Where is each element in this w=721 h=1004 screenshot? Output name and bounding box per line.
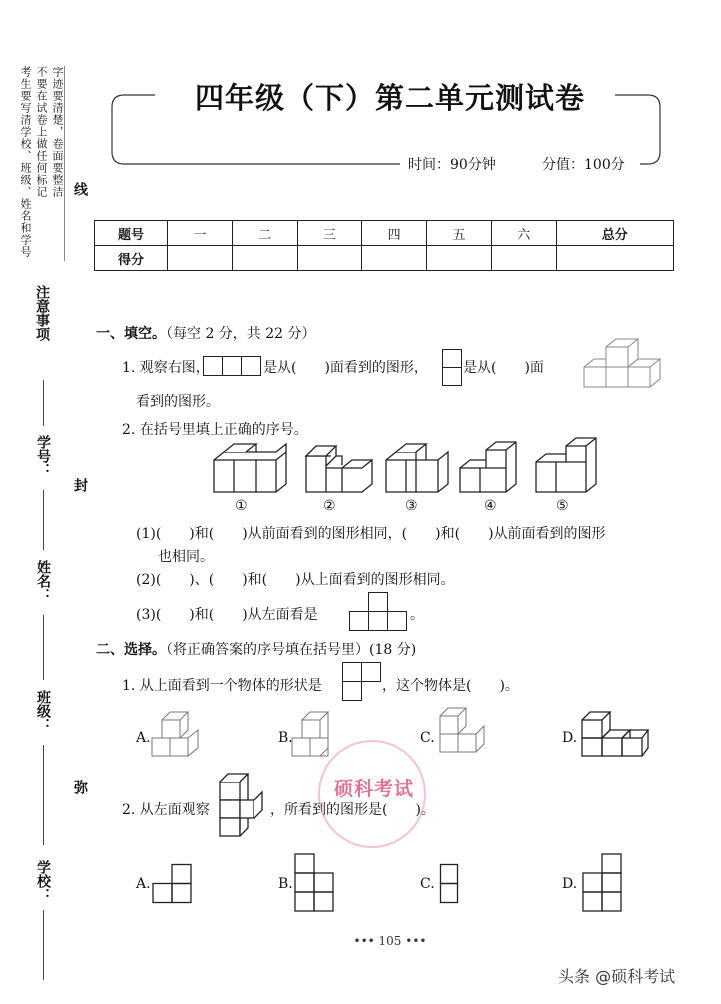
score-header-cell: 四 <box>362 221 427 246</box>
top-view-figure <box>342 662 384 704</box>
s1-q2: 2. 在括号里填上正确的序号。 <box>122 422 308 438</box>
solid-4 <box>460 442 516 492</box>
s1-q1-part2: 是从( )面看到的图形， <box>263 360 428 376</box>
solid-label-3: ③ <box>405 498 418 514</box>
solid-label-5: ⑤ <box>556 498 569 514</box>
notice-line-3: 字迹要清楚，卷面要整洁 <box>51 66 64 198</box>
s2-q2-part2: ，所看到的图形是( )。 <box>270 802 435 818</box>
score-cell[interactable] <box>232 246 297 271</box>
class-label: 班级： <box>35 690 51 732</box>
reference-cube-solid <box>582 345 692 395</box>
s2-q2-part1: 2. 从左面观察 <box>122 802 210 818</box>
score-cell[interactable] <box>556 246 673 271</box>
s1-q1-part3: 是从( )面 <box>463 360 544 376</box>
s2-q2-option-c[interactable]: C. <box>420 876 435 892</box>
s1-sub3: (3)( )和( )从左面看是 <box>136 607 318 623</box>
s2-q2-option-a[interactable]: A. <box>136 876 151 892</box>
s1-sub2: (2)( )、( )和( )从上面看到的图形相同。 <box>136 572 455 588</box>
s2-q1-option-d[interactable]: D. <box>562 730 578 746</box>
s1-sub1: (1)( )和( )从前面看到的图形相同，( )和( )从前面看到的图形 <box>136 526 606 542</box>
seal-seal-label: 封 <box>72 478 88 492</box>
solid-5 <box>536 438 596 492</box>
exam-score: 分值：100分 <box>542 157 625 173</box>
solid-1 <box>214 444 286 492</box>
score-header-cell: 六 <box>491 221 556 246</box>
seal-line-label: 线 <box>72 182 88 196</box>
class-line[interactable] <box>43 745 44 845</box>
stamp-text: 硕科考试 <box>333 778 414 800</box>
page-number: ••• 105 ••• <box>353 934 427 948</box>
two-stacked-squares-figure <box>442 349 464 389</box>
solid-label-4: ④ <box>484 498 497 514</box>
school-line-bottom[interactable] <box>43 910 44 980</box>
student-no-line[interactable] <box>43 380 44 426</box>
source-watermark: 头条 @硕科考试 <box>558 967 676 986</box>
section1-note: （每空 2 分，共 22 分） <box>166 326 316 342</box>
s2-q1-part1: 1. 从上面看到一个物体的形状是 <box>122 678 322 694</box>
s1-sub1-line2: 也相同。 <box>158 549 214 565</box>
left-view-figure <box>348 592 410 634</box>
s2-q1-option-b[interactable]: B. <box>278 730 293 746</box>
s1-q1-line2: 看到的图形。 <box>136 394 220 410</box>
score-header-cell: 总分 <box>556 221 673 246</box>
solid-2 <box>306 446 372 492</box>
score-header-cell: 题号 <box>95 221 168 246</box>
section2-note: （将正确答案的序号填在括号里）(18 分) <box>166 642 417 658</box>
name-line-top[interactable] <box>43 490 44 550</box>
s2-q2-option-b[interactable]: B. <box>278 876 293 892</box>
s2-q2-solid <box>212 770 272 850</box>
solid-label-1: ① <box>235 498 248 514</box>
section2-title: 二、选择。（将正确答案的序号填在括号里）(18 分) <box>96 642 417 658</box>
s1-sub3-end: 。 <box>410 607 424 623</box>
page-title: 四年级（下）第二单元测试卷 <box>194 81 585 115</box>
cube-solids-row <box>210 440 590 500</box>
score-table <box>94 220 674 271</box>
score-header-cell: 三 <box>297 221 362 246</box>
score-cell[interactable] <box>297 246 362 271</box>
notice-line-2: 不要在试卷上做任何标记 <box>35 66 48 198</box>
notice-line-1: 考生要写清学校、班级、姓名和学号 <box>19 66 32 258</box>
school-label: 学校： <box>35 860 51 902</box>
score-header-cell: 五 <box>427 221 492 246</box>
three-squares-figure <box>203 356 263 378</box>
notice-label: 注意事项 <box>34 285 50 341</box>
s1-q1-part1: 1. 观察右图， <box>122 360 210 376</box>
s2-q1-part2: ，这个物体是( )。 <box>382 678 519 694</box>
seal-secret-label: 弥 <box>72 780 88 794</box>
student-no-label: 学号： <box>35 435 51 477</box>
exam-time: 时间：90分钟 <box>408 157 496 173</box>
score-header-cell: 二 <box>232 221 297 246</box>
section1-title: 一、填空。（每空 2 分，共 22 分） <box>96 326 316 342</box>
score-row-label: 得分 <box>95 246 168 271</box>
name-label: 姓名： <box>35 560 51 602</box>
solid-3 <box>386 444 448 492</box>
solid-label-2: ② <box>323 498 336 514</box>
score-header-cell: 一 <box>168 221 233 246</box>
score-cell[interactable] <box>168 246 233 271</box>
s2-q2-option-d[interactable]: D. <box>562 876 578 892</box>
score-cell[interactable] <box>427 246 492 271</box>
s2-q2-figures <box>150 852 650 922</box>
s2-q1-option-c[interactable]: C. <box>420 730 435 746</box>
score-cell[interactable] <box>362 246 427 271</box>
s2-q1-option-a[interactable]: A. <box>136 730 151 746</box>
score-cell[interactable] <box>491 246 556 271</box>
name-line[interactable] <box>43 615 44 680</box>
